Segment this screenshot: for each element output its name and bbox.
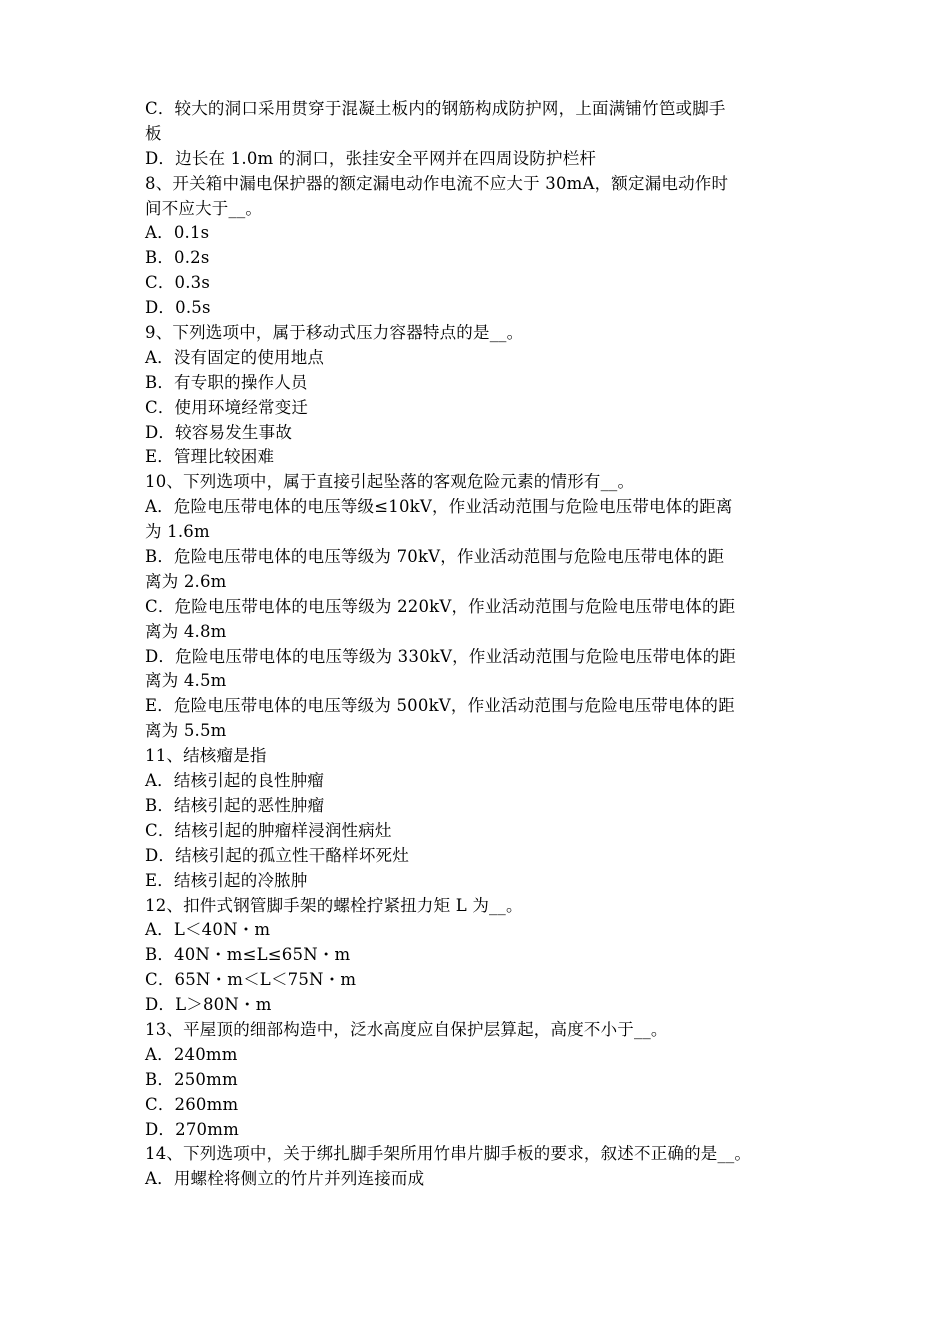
text-line: 14、下列选项中，关于绑扎脚手架所用竹串片脚手板的要求，叙述不正确的是__。 <box>145 1144 752 1164</box>
text-line: D．较容易发生事故 <box>145 422 293 442</box>
text-line: C．使用环境经常变迁 <box>145 397 309 417</box>
text-line: B．40N・m≤L≤65N・m <box>145 945 351 965</box>
text-line: D．0.5s <box>145 298 211 318</box>
text-line: D．边长在 1.0m 的洞口，张挂安全平网并在四周设防护栏杆 <box>145 148 597 168</box>
text-line: B．250mm <box>145 1069 238 1089</box>
text-line: 离为 2.6m <box>145 571 227 591</box>
text-line: B．0.2s <box>145 248 210 268</box>
document-page <box>145 97 810 1192</box>
text-line: 8、开关箱中漏电保护器的额定漏电动作电流不应大于 30mA，额定漏电动作时 <box>145 173 729 193</box>
text-line: C．危险电压带电体的电压等级为 220kV，作业活动范围与危险电压带电体的距 <box>145 596 736 616</box>
text-line: 11、结核瘤是指 <box>145 746 267 766</box>
text-line: E．结核引起的冷脓肿 <box>145 870 308 890</box>
text-line: C．260mm <box>145 1094 239 1114</box>
text-line: 10、下列选项中，属于直接引起坠落的客观危险元素的情形有__。 <box>145 472 635 492</box>
text-line: A．0.1s <box>145 223 210 243</box>
text-line: D．L＞80N・m <box>145 995 272 1015</box>
text-line: E．危险电压带电体的电压等级为 500kV，作业活动范围与危险电压带电体的距 <box>145 696 735 716</box>
text-line: 间不应大于__。 <box>145 198 263 218</box>
text-line: C．较大的洞口采用贯穿于混凝土板内的钢筋构成防护网，上面满铺竹笆或脚手 <box>145 99 726 118</box>
text-line: 板 <box>145 123 162 143</box>
text-line: B．有专职的操作人员 <box>145 372 308 392</box>
text-line: 9、下列选项中，属于移动式压力容器特点的是__。 <box>145 323 524 343</box>
text-line: B．危险电压带电体的电压等级为 70kV，作业活动范围与危险电压带电体的距 <box>145 547 725 567</box>
text-line: C．0.3s <box>145 273 211 293</box>
text-line: 离为 5.5m <box>145 721 227 741</box>
text-line: 离为 4.8m <box>145 621 227 641</box>
text-line: 离为 4.5m <box>145 671 227 691</box>
text-line: A．危险电压带电体的电压等级≤10kV，作业活动范围与危险电压带电体的距离 <box>145 497 733 517</box>
text-line: A．没有固定的使用地点 <box>145 347 325 367</box>
text-line: A．240mm <box>145 1044 238 1064</box>
text-line: 13、平屋顶的细部构造中，泛水高度应自保护层算起，高度不小于__。 <box>145 1019 668 1039</box>
text-line: A．L＜40N・m <box>145 920 271 940</box>
text-line: C．结核引起的肿瘤样浸润性病灶 <box>145 820 392 840</box>
text-line: B．结核引起的恶性肿瘤 <box>145 795 325 815</box>
text-line: A．用螺栓将侧立的竹片并列连接而成 <box>145 1169 425 1189</box>
text-line: D．结核引起的孤立性干酪样坏死灶 <box>145 845 409 865</box>
text-line: E．管理比较困难 <box>145 447 275 467</box>
text-line: D．危险电压带电体的电压等级为 330kV，作业活动范围与危险电压带电体的距 <box>145 646 736 666</box>
text-line: C．65N・m＜L＜75N・m <box>145 970 357 990</box>
text-line: 12、扣件式钢管脚手架的螺栓拧紧扭力矩 L 为__。 <box>145 895 523 915</box>
text-line: 为 1.6m <box>145 522 210 542</box>
text-line: D．270mm <box>145 1119 239 1139</box>
text-line: A．结核引起的良性肿瘤 <box>145 771 325 791</box>
